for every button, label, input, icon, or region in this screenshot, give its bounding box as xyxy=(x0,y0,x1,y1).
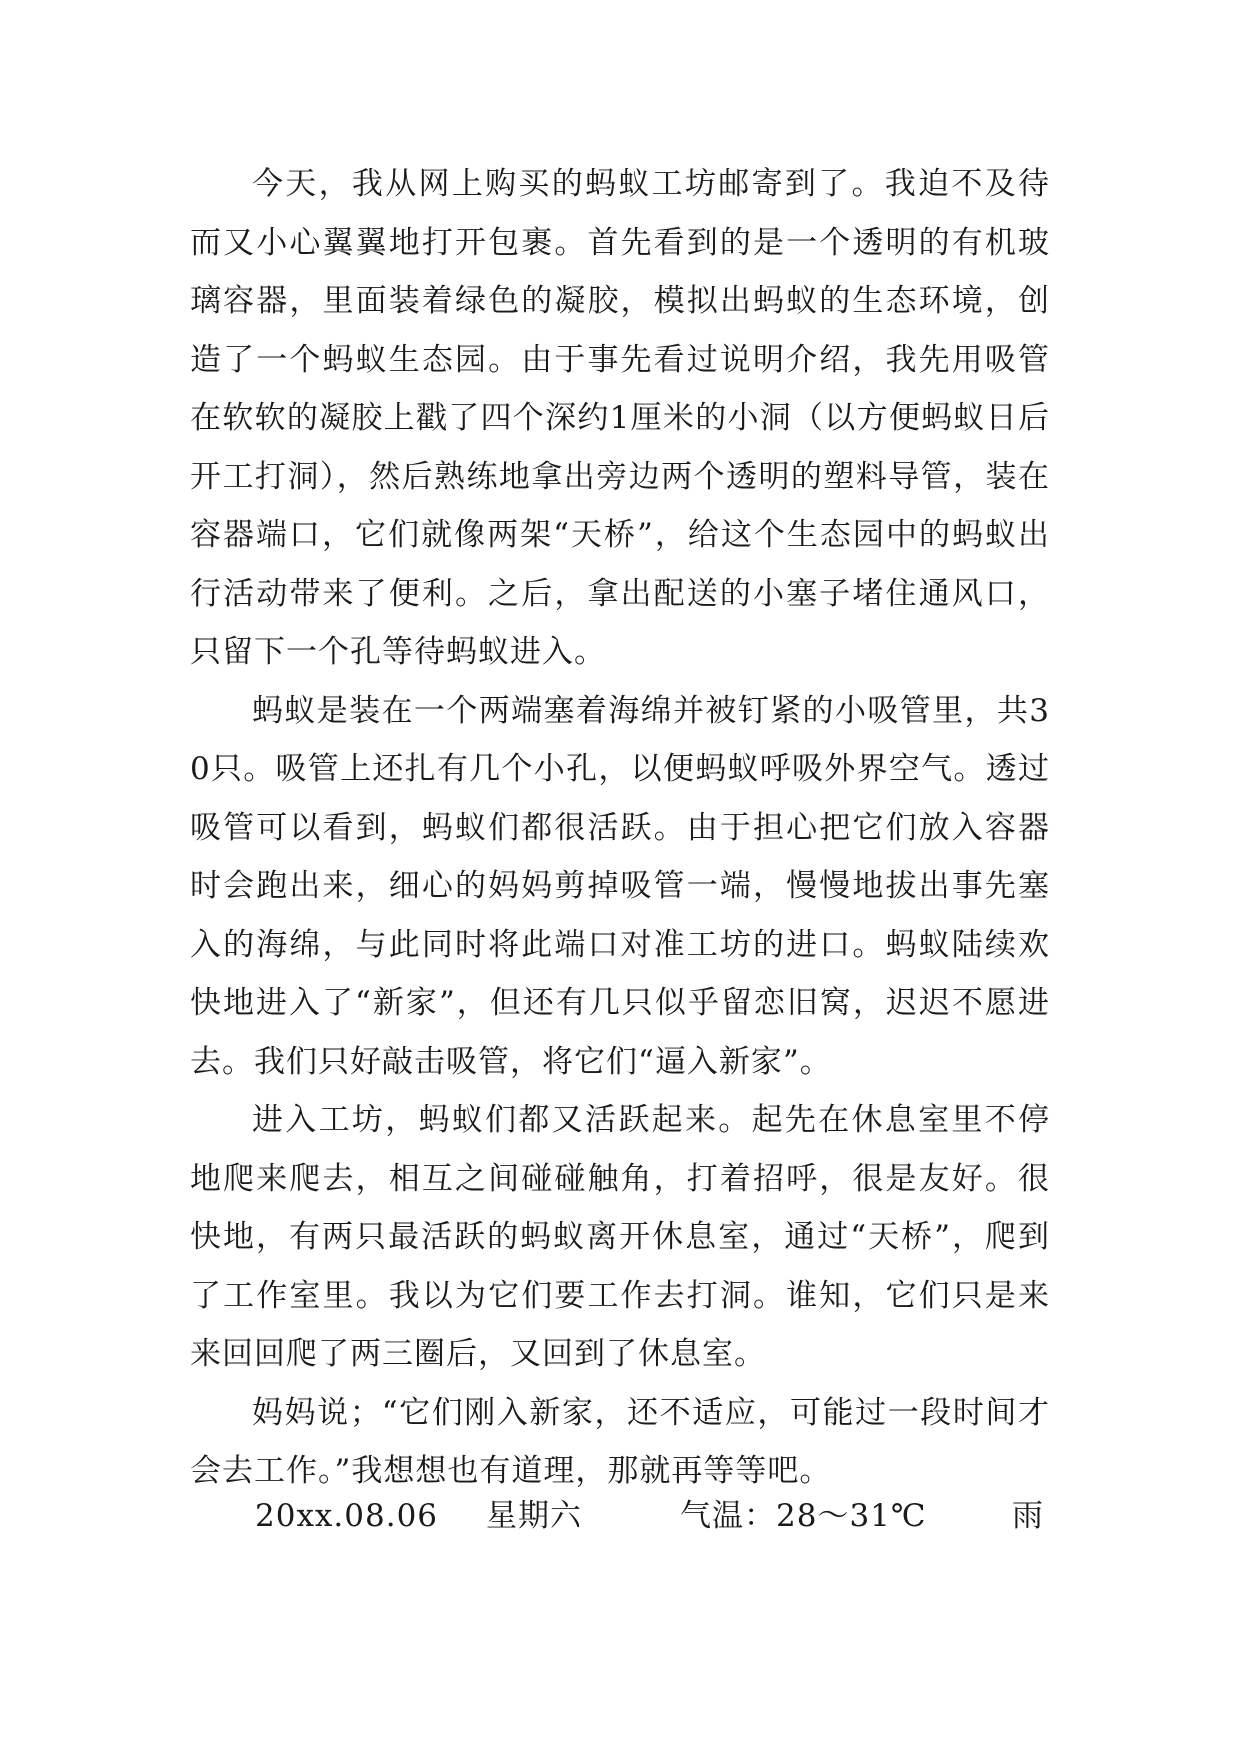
entry-temperature: 气温：28～31℃ xyxy=(680,1498,927,1534)
entry-weather: 雨 xyxy=(1012,1498,1044,1534)
body-text xyxy=(190,155,1050,1501)
paragraph-2: 蚂蚁是装在一个两端塞着海绵并被钉紧的小吸管里，共30只。吸管上还扎有几个小孔，以便蚂蚁呼吸外界空气。透过吸管可以看到，蚂蚁们都很活跃。由于担心把它们放入容器时会跑出来，细心的妈妈剪掉吸管一端，慢慢地拔出事先塞入的海绵，与此同时将此端口对准工坊的进口。蚂蚁陆续欢快地进入了“新家”，但还有几只似乎留恋旧窝，迟迟不愿进去。我们只好敲击吸管，将它们“逼入新家”。 xyxy=(190,692,1050,1080)
paragraph-4: 妈妈说；“它们刚入新家，还不适应，可能过一段时间才会去工作。”我想想也有道理，那就再等等吧。 xyxy=(190,1394,1050,1489)
entry-weekday: 星期六 xyxy=(486,1498,582,1534)
paragraph-3: 进入工坊，蚂蚁们都又活跃起来。起先在休息室里不停地爬来爬去，相互之间碰碰触角，打着招呼，很是友好。很快地，有两只最活跃的蚂蚁离开休息室，通过“天桥”，爬到了工作室里。我以为它们要工作去打洞。谁知，它们只是来来回回爬了两三圈后，又回到了休息室。 xyxy=(190,1102,1050,1372)
diary-entry-header xyxy=(0,1487,1241,1547)
paragraph-1: 今天，我从网上购买的蚂蚁工坊邮寄到了。我迫不及待而又小心翼翼地打开包裹。首先看到的是一个透明的有机玻璃容器，里面装着绿色的凝胶，模拟出蚂蚁的生态环境，创造了一个蚂蚁生态园。由于事先看过说明介绍，我先用吸管在软软的凝胶上戳了四个深约1厘米的小洞（以方便蚂蚁日后开工打洞），然后熟练地拿出旁边两个透明的塑料导管，装在容器端口，它们就像两架“天桥”，给这个生态园中的蚂蚁出行活动带来了便利。之后，拿出配送的小塞子堵住通风口，只留下一个孔等待蚂蚁进入。 xyxy=(190,166,1050,670)
entry-date: 20xx.08.06 xyxy=(255,1498,439,1534)
